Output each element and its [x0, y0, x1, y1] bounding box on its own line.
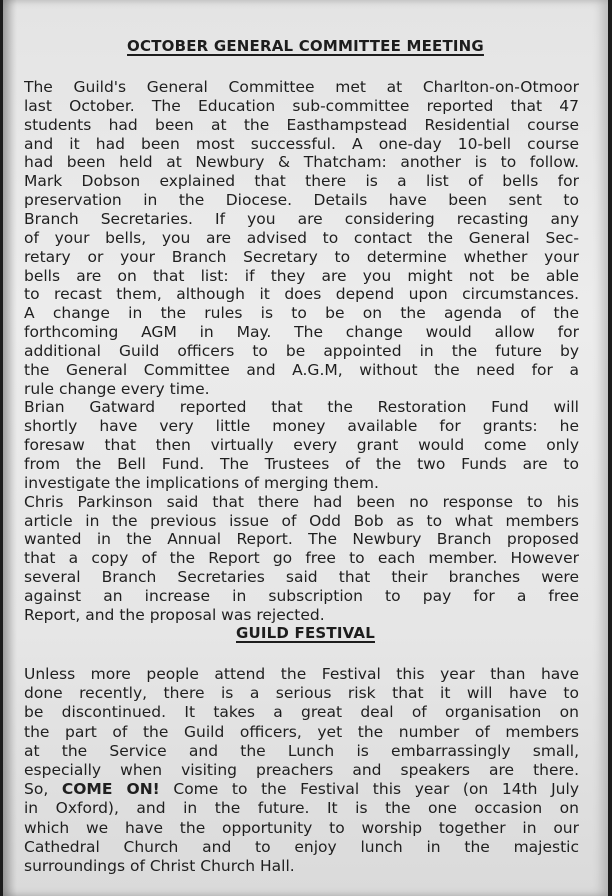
section-heading-committee-meeting	[3, 37, 608, 55]
text-line: additional Guild officers to be appointed in the future by	[24, 341, 579, 360]
text-line: against an increase in subscription to pay for a free	[24, 586, 579, 605]
text-line: done recently, there is a serious risk that it will have to	[24, 684, 579, 703]
text-line: The Guild's General Committee met at Charlton-on-Otmoor	[24, 78, 579, 96]
text-line: foresaw that then virtually every grant would come only	[24, 436, 579, 455]
text-line: shortly have very little money available for grants: he	[24, 417, 579, 436]
text-line: and it had been most successful. A one-day 10-bell course	[24, 134, 579, 153]
text-line: bells are on that list: if they are you might not be able	[24, 266, 579, 285]
text-line: article in the previous issue of Odd Bob as to what members	[24, 511, 579, 530]
text-line: investigate the implications of merging them.	[24, 473, 379, 492]
text-line: from the Bell Fund. The Trustees of the two Funds are to	[24, 455, 579, 473]
section-heading-guild-festival	[3, 624, 608, 642]
come-on-emphasis: COME ON!	[61, 780, 160, 799]
text-line: of your bells, you are advised to contact the General Sec-	[24, 228, 579, 247]
text-line: be discontinued. It takes a great deal of organisation on	[24, 703, 579, 722]
text-line: at the Service and the Lunch is embarrassingly small,	[24, 741, 579, 760]
text-line: last October. The Education sub-committee reported that 47	[24, 96, 579, 115]
text-line: Unless more people attend the Festival this year than have	[24, 665, 579, 683]
text-line: Branch Secretaries. If you are considering recasting any	[24, 209, 579, 228]
text-line: had been held at Newbury & Thatcham: another is to follow.	[24, 153, 579, 172]
text-line: Brian Gatward reported that the Restoration Fund will	[24, 398, 579, 417]
document-page	[3, 0, 608, 896]
text-line: that a copy of the Report go free to each member. However	[24, 549, 579, 568]
text-line: surroundings of Christ Church Hall.	[24, 857, 295, 875]
text-line: Cathedral Church and to enjoy lunch in the majestic	[24, 837, 579, 856]
text-line: wanted in the Annual Report. The Newbury Branch proposed	[24, 530, 579, 549]
text-line: especially when visiting preachers and speakers are there.	[24, 761, 579, 779]
text-line-come-on	[24, 780, 579, 798]
text-line: forthcoming AGM in May. The change would allow for	[24, 323, 579, 342]
text-line: Chris Parkinson said that there had been no response to his	[24, 492, 579, 511]
text-line: students had been at the Easthampstead Residential course	[24, 115, 579, 134]
text-fragment: So,	[24, 780, 62, 799]
text-line: rule change every time.	[24, 379, 210, 398]
text-line: retary or your Branch Secretary to determine whether your	[24, 247, 579, 266]
text-line: which we have the opportunity to worship together in our	[24, 818, 579, 837]
section-heading-text: GUILD FESTIVAL	[236, 624, 375, 642]
text-line: preservation in the Diocese. Details have been sent to	[24, 191, 579, 210]
section-heading-text: OCTOBER GENERAL COMMITTEE MEETING	[127, 37, 484, 55]
text-line: Report, and the proposal was rejected.	[24, 605, 325, 624]
text-line: A change in the rules is to be on the agenda of the	[24, 304, 579, 323]
text-line: to recast them, although it does depend upon circumstances.	[24, 285, 579, 304]
text-fragment: Come to the Festival this year (on 14th July	[159, 780, 579, 799]
text-line: Mark Dobson explained that there is a list of bells for	[24, 172, 579, 191]
text-line: in Oxford), and in the future. It is the one occasion on	[24, 799, 579, 818]
text-line: several Branch Secretaries said that their branches were	[24, 568, 579, 587]
text-line: the General Committee and A.G.M, without the need for a	[24, 360, 579, 379]
text-line: the part of the Guild officers, yet the number of members	[24, 722, 579, 741]
